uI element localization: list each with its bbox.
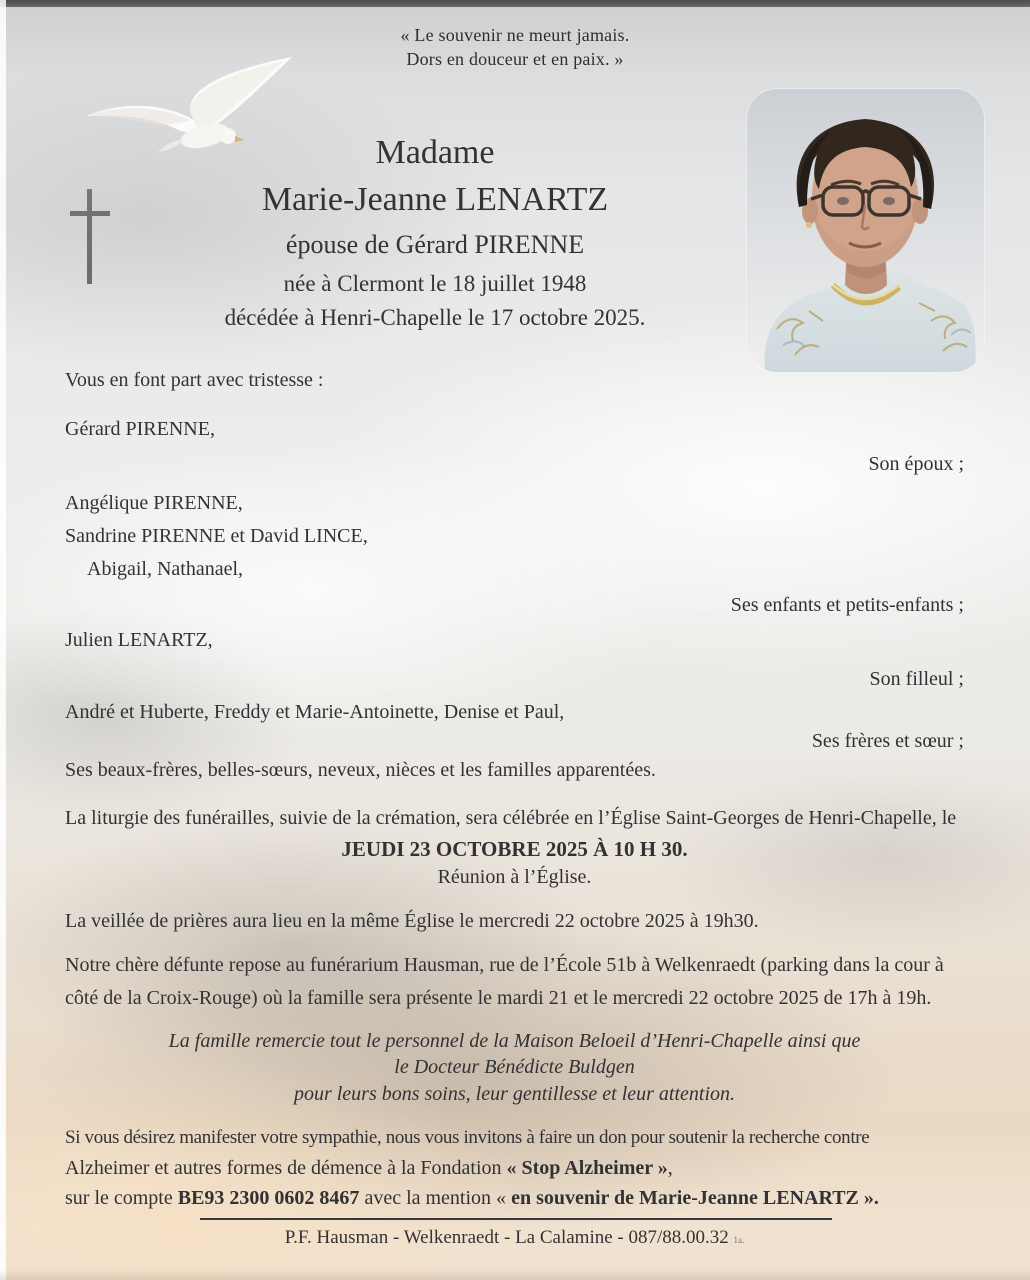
- scan-edge-top: [0, 0, 1030, 7]
- family-name-line: Abigail, Nathanael,: [87, 558, 244, 580]
- family-closing-line: Ses beaux-frères, belles-sœurs, neveux, nièces et les familles apparentées.: [65, 759, 656, 781]
- family-name-line: Julien LENARTZ,: [65, 629, 213, 651]
- family-name-line: Sandrine PIRENNE et David LINCE,: [65, 525, 368, 547]
- quote-line-1: « Le souvenir ne meurt jamais.: [400, 25, 630, 45]
- announcement-body: [65, 362, 964, 1249]
- intro-line: Vous en font part avec tristesse :: [65, 369, 324, 391]
- donation-mention-prefix: avec la mention «: [359, 1186, 512, 1209]
- deceased-honorific: Madame: [375, 134, 495, 171]
- thanks-block: [65, 1028, 964, 1107]
- deceased-death-line: décédée à Henri-Chapelle le 17 octobre 2025.: [224, 305, 646, 330]
- ceremony-meeting-line: Réunion à l’Église.: [437, 866, 592, 889]
- funeral-home-text: P.F. Hausman - Welkenraedt - La Calamine - 087/88.00.32: [284, 1226, 729, 1248]
- donation-block: [65, 1124, 964, 1220]
- scan-edge-left: [0, 0, 6, 1280]
- donation-account-prefix: sur le compte: [65, 1186, 178, 1209]
- cross-icon: [70, 189, 110, 284]
- vigil-line: La veillée de prières aura lieu en la même Église le mercredi 22 octobre 2025 à 19h30.: [65, 910, 759, 933]
- deceased-spouse-line: épouse de Gérard PIRENNE: [285, 230, 585, 259]
- donation-line-2-text: Alzheimer et autres formes de démence à la Fondation: [65, 1156, 507, 1179]
- donation-foundation-name: « Stop Alzheimer »: [506, 1156, 668, 1179]
- ceremony-paragraph: La liturgie des funérailles, suivie de la crémation, sera célébrée en l’Église Saint-Georges de Henri-Chapelle, le: [65, 807, 957, 829]
- thanks-line-2: le Docteur Bénédicte Buldgen: [394, 1056, 635, 1079]
- portrait-photo: [747, 89, 984, 372]
- thanks-line-1: La famille remercie tout le personnel de la Maison Beloeil d’Henri-Chapelle ainsi que: [168, 1030, 861, 1053]
- funeral-home-footer: [65, 1226, 964, 1250]
- donation-line-1: Si vous désirez manifester votre sympathie, nous vous invitons à faire un don pour soutenir la recherche contre: [65, 1127, 870, 1149]
- donation-line-2: [65, 1153, 964, 1183]
- scan-edge-bottom: [0, 1270, 1030, 1280]
- relation-label-siblings: Ses frères et sœur ;: [811, 730, 964, 752]
- deceased-name: Marie-Jeanne LENARTZ: [261, 181, 609, 218]
- divider-rule: [200, 1218, 832, 1220]
- repose-paragraph: Notre chère défunte repose au funérarium Hausman, rue de l’École 51b à Welkenraedt (parking dans la cour à côté de la Croix-Rouge) où la famille sera présente le mardi 21 et le mercredi 22 octobre 2025 de 17h à 19h.: [65, 954, 944, 1009]
- relation-label-children: Ses enfants et petits-enfants ;: [730, 594, 964, 616]
- family-name-line: Gérard PIRENNE,: [65, 418, 215, 440]
- deceased-birth-line: née à Clermont le 18 juillet 1948: [283, 271, 587, 296]
- family-name-line: André et Huberte, Freddy et Marie-Antoinette, Denise et Paul,: [65, 701, 565, 723]
- donation-line-3-end: ».: [858, 1186, 879, 1209]
- quote-line-2: Dors en douceur et en paix. »: [406, 48, 624, 69]
- donation-line-2-end: ,: [667, 1156, 673, 1179]
- deceased-header: [135, 136, 735, 329]
- relation-label-spouse: Son époux ;: [868, 453, 964, 475]
- footer-tiny-mark: 1a.: [733, 1234, 745, 1245]
- family-name-line: Angélique PIRENNE,: [65, 492, 243, 514]
- ceremony-date-line: JEUDI 23 OCTOBRE 2025 À 10 H 30.: [341, 837, 688, 861]
- donation-account-number: BE93 2300 0602 8467: [177, 1186, 360, 1209]
- relation-label-godson: Son filleul ;: [869, 668, 964, 690]
- thanks-line-3: pour leurs bons soins, leur gentillesse et leur attention.: [293, 1082, 736, 1105]
- donation-mention-text: en souvenir de Marie-Jeanne LENARTZ: [511, 1186, 859, 1209]
- donation-line-3: [65, 1183, 964, 1213]
